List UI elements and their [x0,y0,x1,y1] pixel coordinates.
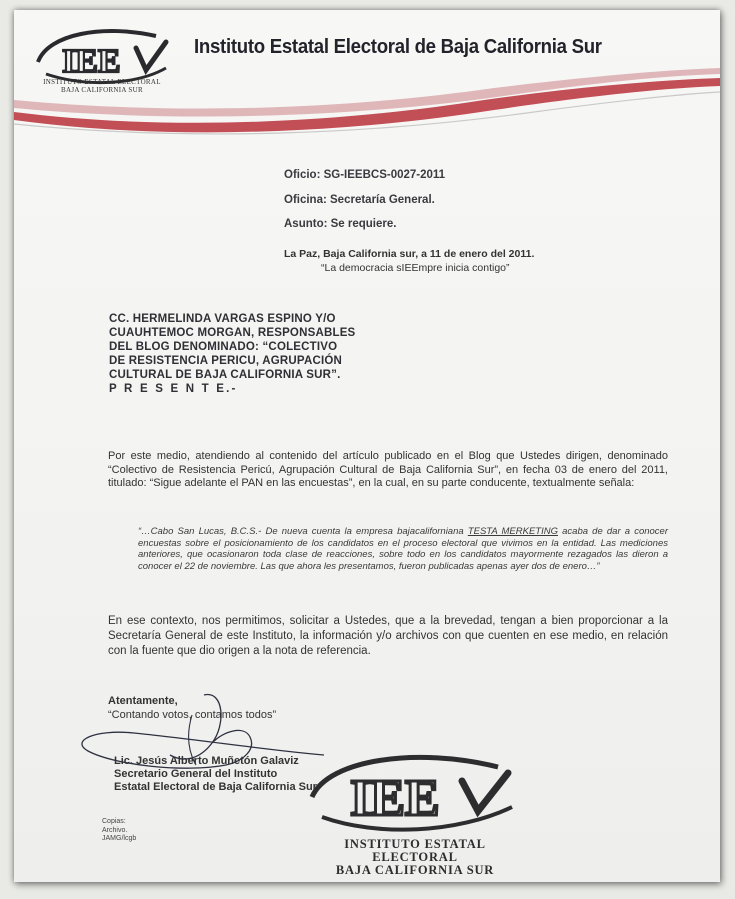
addressee-line: CUAUHTEMOC MORGAN, RESPONSABLES [109,327,356,339]
date-line: La Paz, Baja California sur, a 11 de enero del 2011. [284,248,535,260]
body-paragraph-1: Por este medio, atendiendo al contenido del artículo publicado en el Blog que Ustedes dirigen, denominado “Colectivo de Resistencia Pericú, Agrupación Cultural de Baja California Sur”, en fecha 03 de enero del 2011, titulado: “Sigue adelante el PAN en las encuestas”, en la cual, en su parte conducente, textualmente señala: [108,450,668,489]
addressee-block [109,312,429,396]
copies-block [102,818,136,844]
organization-title: Instituto Estatal Electoral de Baja California Sur [194,36,602,58]
closing-slogan: “Contando votos, contamos todos” [108,709,277,721]
quote-company: TESTA MERKETING [467,526,558,537]
addressee-line: CC. HERMELINDA VARGAS ESPINO Y/O [109,313,336,325]
logo-subtitle-line1: INSTITUTO ESTATAL ELECTORAL [43,78,161,86]
copies-archive: Archivo. [102,826,128,834]
atentamente: Atentamente, [108,695,178,707]
oficina: Oficina: Secretaría General. [284,194,435,206]
body-paragraph-2: En ese contexto, nos permitimos, solicitar a Ustedes, que a la brevedad, tengan a bien proporcionar a la Secretaría General de este Instituto, la información y/o archivos con que cuenten en ese medio, en relación con la fuente que dio origen a la nota de referencia. [108,615,668,657]
document-page [14,10,720,882]
motto: “La democracia sIEEmpre inicia contigo” [321,262,510,274]
addressee-line: DE RESISTENCIA PERICU, AGRUPACIÓN [109,355,343,367]
quote-rest: acaba de dar a conocer encuestas sobre el posicionamiento de los candidatos en el proceso electoral que vivimos en la entidad. Las mediciones anteriores, que ocasionaron toda clase de reacciones, sobre todo en los candidatos mayormente rezagados las dieron a conocer el 22 de noviembre. Las que ahora les presentamos, fueron publicadas apenas ayer dos de enero…” [138,526,668,572]
signer-name: Lic. Jesús Alberto Muñetón Galaviz [114,755,299,767]
copies-label: Copias: [102,818,126,825]
stamp-line1: INSTITUTO ESTATAL ELECTORAL [344,837,486,864]
quote-start: “…Cabo San Lucas, B.C.S.- De nueva cuenta la empresa bajacaliforniana [138,526,468,537]
stamp-letters: IEE [350,770,440,827]
copies-initials: JAMG/lcgb [102,835,137,842]
signer-title: Secretario General del Instituto [114,768,278,780]
logo-subtitle-line2: BAJA CALIFORNIA SUR [61,86,143,94]
signer-institution: Estatal Electoral de Baja California Sur [114,781,317,793]
handwritten-signature-icon [74,685,334,795]
addressee-line: CULTURAL DE BAJA CALIFORNIA SUR”. [109,369,341,381]
oficio-number: Oficio: SG-IEEBCS-0027-2011 [284,169,446,181]
presente: P R E S E N T E.- [109,383,238,395]
logo-subtitle [22,78,182,94]
quoted-article [138,526,668,572]
stamp-text [300,838,530,877]
stamp-line2: BAJA CALIFORNIA SUR [335,863,495,877]
addressee-line: DEL BLOG DENOMINADO: “COLECTIVO [109,341,338,353]
logo-letters: IEE [62,43,121,80]
asunto: Asunto: Se requiere. [284,218,397,230]
